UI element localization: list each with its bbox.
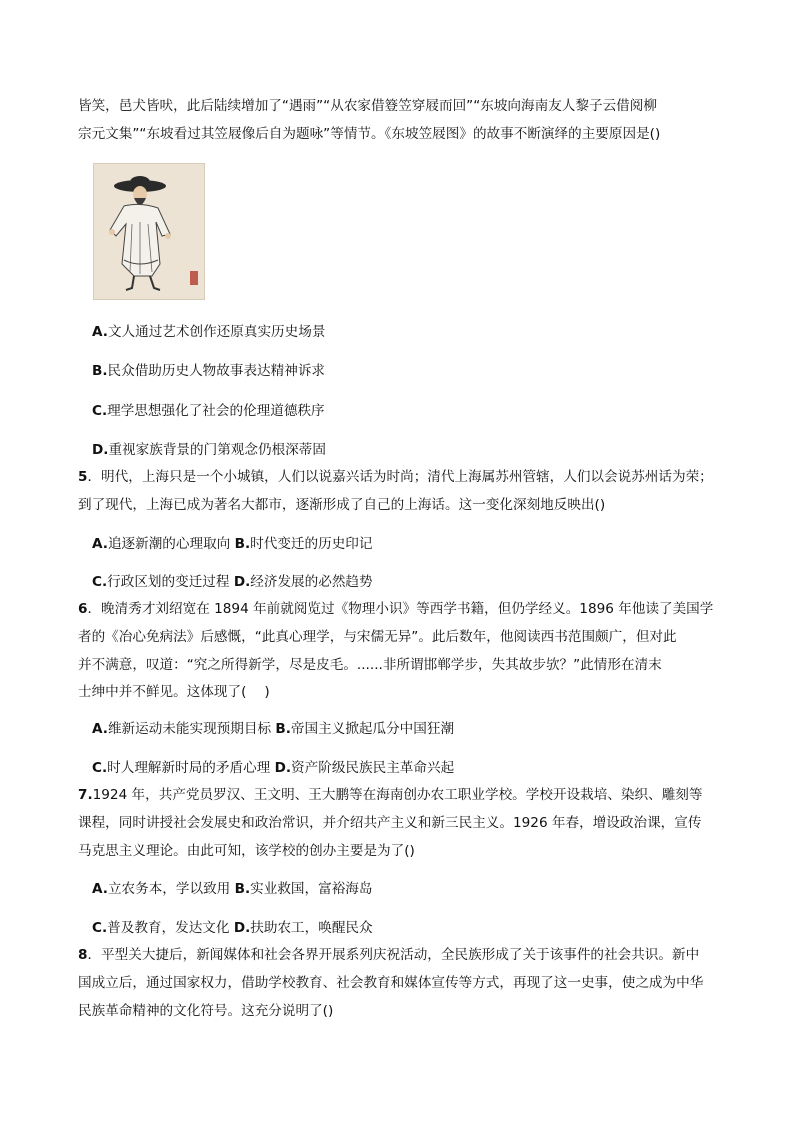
q7-option-a[interactable]: A.立农务本，学以致用 [92, 881, 231, 897]
q7-option-d[interactable]: D.扶助农工，唤醒民众 [233, 920, 373, 936]
q4-stem-line-1: 皆笑，邑犬皆吠，此后陆续增加了“遇雨”“从农家借簦笠穿屐而回”“东坡向海南友人黎子云借阅柳 [78, 98, 657, 114]
q7-option-c[interactable]: C.普及教育，发达文化 [92, 920, 230, 936]
q4-stem-line-2: 宗元文集”“东坡看过其笠屐像后自为题咏”等情节。《东坡笠屐图》的故事不断演绎的主要原因是() [78, 126, 661, 142]
q6-options-row-2 [92, 758, 742, 778]
q7-number: 7. [78, 787, 93, 803]
q5-option-b[interactable]: B.时代变迁的历史印记 [234, 536, 373, 552]
q7-stem-line-2: 课程，同时讲授社会发展史和政治常识，并介绍共产主义和新三民主义。1926 年春，增设政治课，宣传 [78, 815, 702, 831]
q5-stem-line-1: 5．明代，上海只是一个小城镇，人们以说嘉兴话为时尚；清代上海属苏州管辖，人们以会说苏州话为荣； [78, 469, 713, 485]
q7-stem-line-1: 7.1924 年，共产党员罗汉、王文明、王大鹏等在海南创办农工职业学校。学校开设栽培、染织、雕刻等 [78, 787, 703, 803]
q6-option-a[interactable]: A.维新运动未能实现预期目标 [92, 721, 272, 737]
q6-stem-line-2: 者的《冶心免病法》后感慨，“此真心理学，与宋儒无异”。此后数年，他阅读西书范围颇广，但对此 [78, 629, 677, 645]
q7-options-row-2 [92, 918, 742, 938]
q5-stem-line-2: 到了现代，上海已成为著名大都市，逐渐形成了自己的上海话。这一变化深刻地反映出() [78, 497, 606, 513]
q8-stem-line-3: 民族革命精神的文化符号。这充分说明了() [78, 1003, 334, 1019]
q8-stem-line-1: 8．平型关大捷后，新闻媒体和社会各界开展系列庆祝活动，全民族形成了关于该事件的社会共识。新中 [78, 947, 700, 963]
q5-option-c[interactable]: C.行政区划的变迁过程 [92, 574, 230, 590]
scholar-figure-image [94, 164, 204, 299]
q7-option-b[interactable]: B.实业救国，富裕海岛 [234, 881, 373, 897]
q6-number: 6 [78, 601, 88, 617]
q5-option-d[interactable]: D.经济发展的必然趋势 [233, 574, 373, 590]
q4-option-b[interactable]: B.民众借助历史人物故事表达精神诉求 [92, 363, 326, 379]
q6-option-b[interactable]: B.帝国主义掀起瓜分中国狂潮 [275, 721, 455, 737]
q7-options-row-1 [92, 879, 742, 899]
q7-stem-line-3: 马克思主义理论。由此可知，该学校的创办主要是为了() [78, 843, 415, 859]
q8-number: 8 [78, 947, 88, 963]
q8-stem-line-2: 国成立后，通过国家权力，借助学校教育、社会教育和媒体宣传等方式，再现了这一史事，使之成为中华 [78, 975, 704, 991]
q6-stem-line-4: 士绅中并不鲜见。这体现了( ) [78, 684, 270, 700]
q5-options-row-2 [92, 572, 742, 592]
red-seal-stamp [190, 271, 198, 285]
dongpo-figure-painting [93, 163, 205, 300]
q6-option-c[interactable]: C.时人理解新时局的矛盾心理 [92, 760, 271, 776]
q6-stem-line-3: 并不满意，叹道：“究之所得新学，尽是皮毛。......非所谓邯郸学步，失其故步欤？”此情形在清末 [78, 657, 662, 673]
q6-options-row-1 [92, 719, 742, 739]
q4-option-a[interactable]: A.文人通过艺术创作还原真实历史场景 [92, 324, 326, 340]
q5-options-row-1 [92, 534, 742, 554]
q5-number: 5 [78, 469, 88, 485]
q5-option-a[interactable]: A.追逐新潮的心理取向 [92, 536, 231, 552]
q6-stem-line-1: 6．晚清秀才刘绍宽在 1894 年前就阅览过《物理小识》等西学书籍，但仍学经义。1896 年他读了美国学 [78, 601, 714, 617]
q6-option-d[interactable]: D.资产阶级民族民主革命兴起 [274, 760, 455, 776]
q4-option-c[interactable]: C.理学思想强化了社会的伦理道德秩序 [92, 403, 325, 419]
q4-option-d[interactable]: D.重视家族背景的门第观念仍根深蒂固 [92, 442, 326, 458]
